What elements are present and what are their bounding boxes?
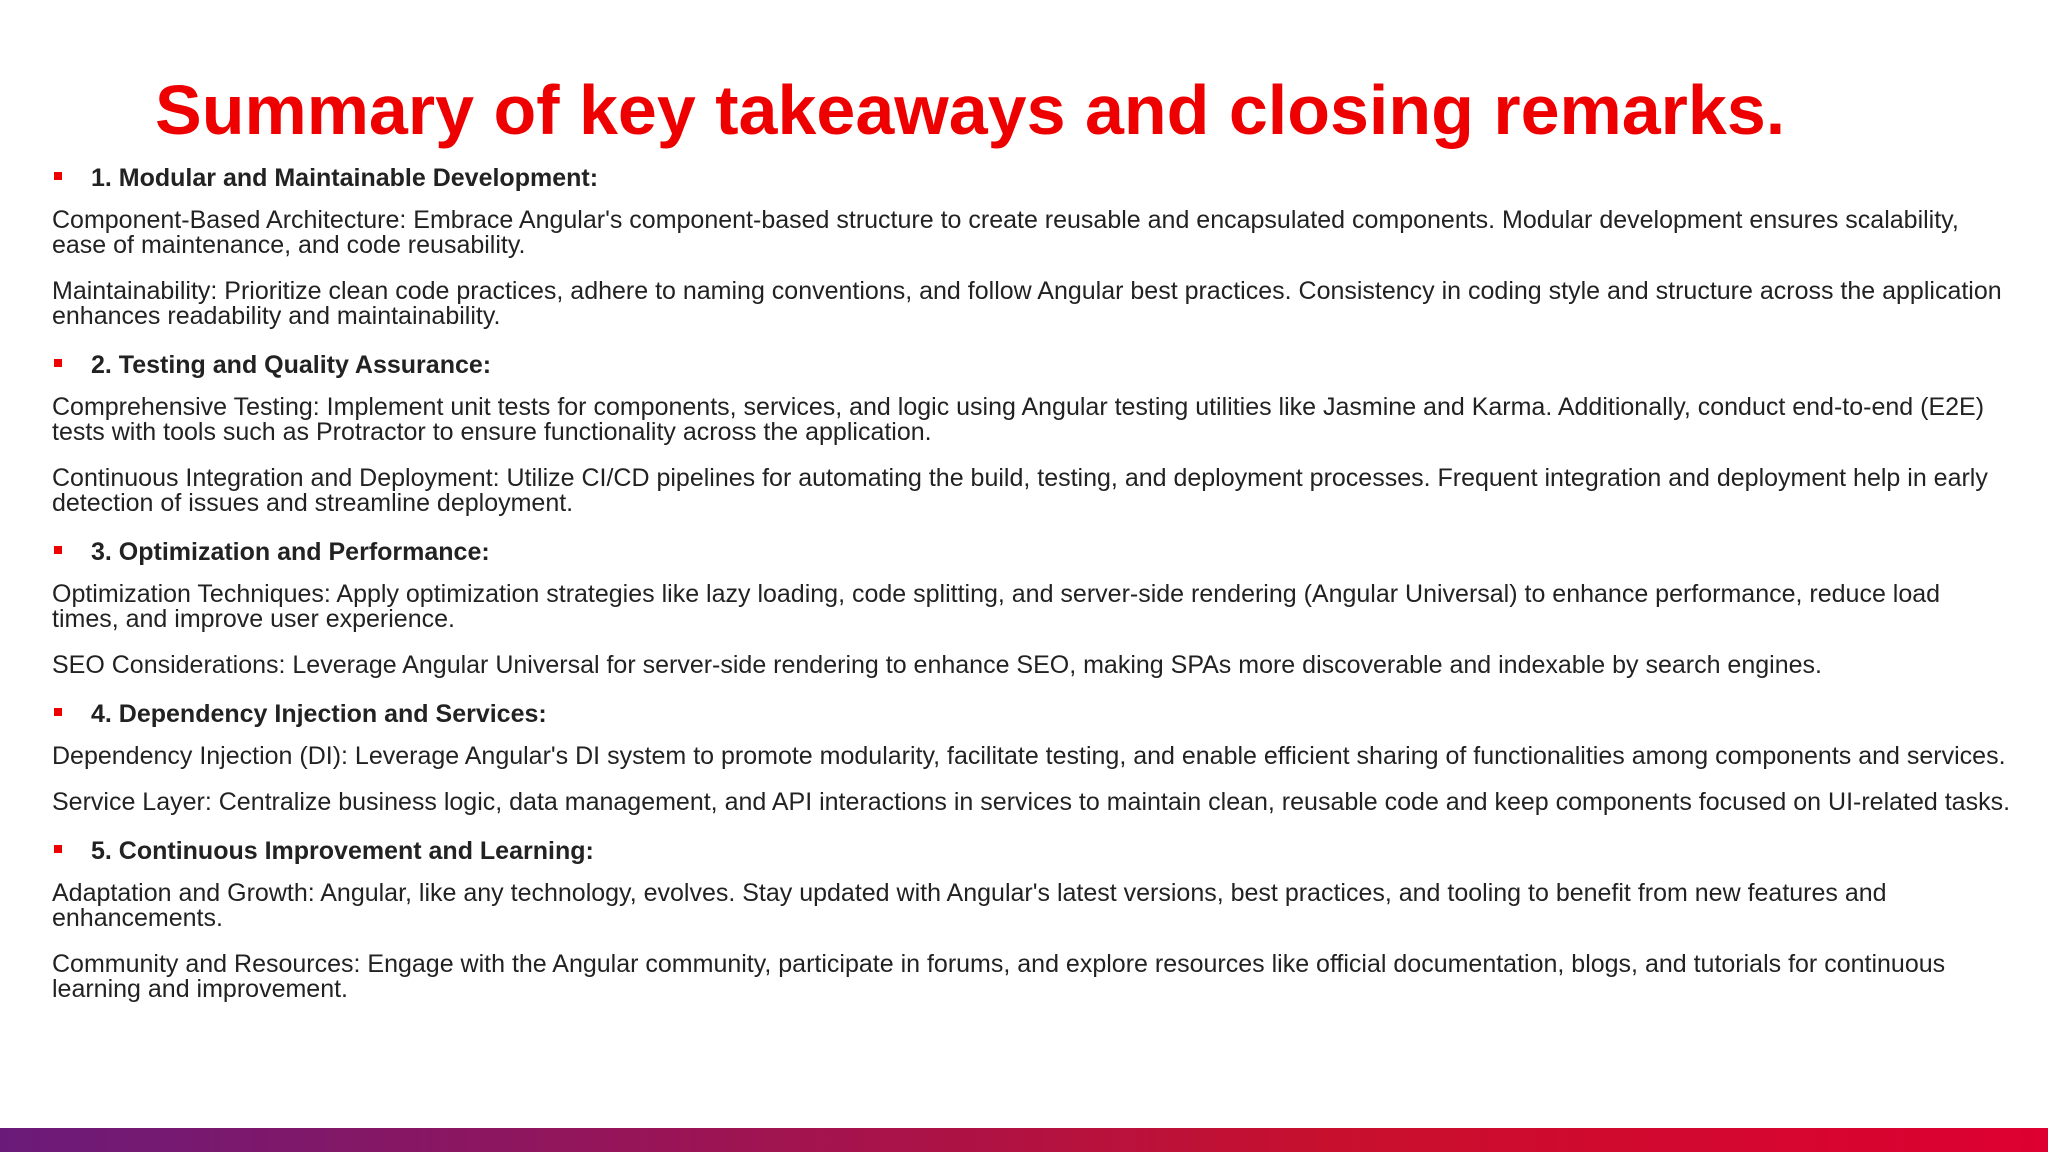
section-heading-testing	[52, 350, 2012, 380]
paragraph-ci-cd: Continuous Integration and Deployment: Utilize CI/CD pipelines for automating the build, testing, and deployment processes. Frequent integration and deployment help in early detection of issues and streamline deployment.	[52, 464, 1988, 517]
section-heading-text: 4. Dependency Injection and Services:	[91, 700, 547, 728]
section-heading-dependency-injection	[52, 699, 2012, 729]
square-bullet-icon	[54, 359, 62, 367]
paragraph-service-layer: Service Layer: Centralize business logic, data management, and API interactions in services to maintain clean, reusable code and keep components focused on UI-related tasks.	[52, 788, 2011, 816]
paragraph-adaptation-growth: Adaptation and Growth: Angular, like any technology, evolves. Stay updated with Angular's latest versions, best practices, and tooling to benefit from new features and enhancements.	[52, 879, 1887, 932]
section-heading-modular	[52, 163, 2012, 193]
paragraph-community-resources: Community and Resources: Engage with the Angular community, participate in forums, and explore resources like official documentation, blogs, and tutorials for continuous learning and improvement.	[52, 950, 1946, 1003]
section-heading-text: 3. Optimization and Performance:	[91, 538, 490, 566]
paragraph-optimization-techniques: Optimization Techniques: Apply optimization strategies like lazy loading, code splitting, and server-side rendering (Angular Universal) to enhance performance, reduce load times, and improve user experience.	[52, 580, 1941, 633]
square-bullet-icon	[54, 845, 62, 853]
slide-title: Summary of key takeaways and closing remarks.	[155, 71, 1786, 149]
paragraph-di: Dependency Injection (DI): Leverage Angular's DI system to promote modularity, facilitate testing, and enable efficient sharing of functionalities among components and services.	[52, 742, 2006, 770]
section-heading-text: 5. Continuous Improvement and Learning:	[91, 837, 594, 865]
slide-content	[52, 163, 2012, 1023]
section-heading-text: 1. Modular and Maintainable Development:	[91, 164, 599, 192]
section-heading-optimization	[52, 537, 2012, 567]
square-bullet-icon	[54, 546, 62, 554]
paragraph-seo: SEO Considerations: Leverage Angular Universal for server-side rendering to enhance SEO, making SPAs more discoverable and indexable by search engines.	[52, 651, 1822, 679]
section-heading-continuous-improvement	[52, 836, 2012, 866]
square-bullet-icon	[54, 708, 62, 716]
paragraph-component-architecture: Component-Based Architecture: Embrace Angular's component-based structure to create reusable and encapsulated components. Modular development ensures scalability, ease of maintenance, and code reusability.	[52, 206, 1959, 259]
paragraph-maintainability: Maintainability: Prioritize clean code practices, adhere to naming conventions, and follow Angular best practices. Consistency in coding style and structure across the application enhances readability and maintainability.	[52, 277, 2002, 330]
square-bullet-icon	[54, 172, 62, 180]
paragraph-comprehensive-testing: Comprehensive Testing: Implement unit tests for components, services, and logic using Angular testing utilities like Jasmine and Karma. Additionally, conduct end-to-end (E2E) tests with tools such as Protractor to ensure functionality across the application.	[52, 393, 1985, 446]
bottom-gradient-bar	[0, 1128, 2048, 1152]
section-heading-text: 2. Testing and Quality Assurance:	[91, 351, 492, 379]
